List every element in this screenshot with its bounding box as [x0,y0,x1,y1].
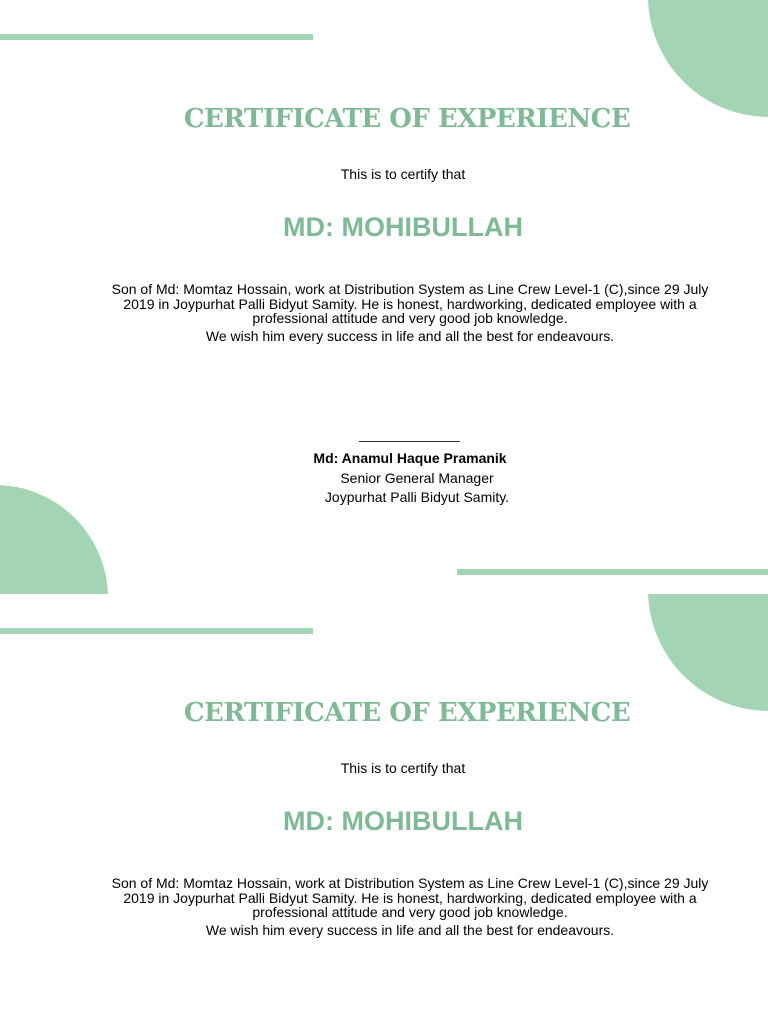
top-decorative-bar [0,628,313,634]
bottom-decorative-bar [457,569,768,575]
certify-line: This is to certify that [340,760,466,776]
wish-line: We wish him every success in life and all the best for endeavours. [205,328,615,344]
signer-name: Md: Anamul Haque Pramanik [313,450,507,466]
recipient-name: MD: MOHIBULLAH [283,806,523,836]
certificate-body: Son of Md: Momtaz Hossain, work at Distribution System as Line Crew Level-1 (C),since 29 July 2019 in Joypurhat Palli Bidyut Samity. He is honest, hardworking, dedicated employee with a professional attitude and very good job knowledge. [111,875,709,920]
signer-organization: Joypurhat Palli Bidyut Samity. [324,489,510,505]
certificate-page-2 [0,594,768,1024]
signer-title: Senior General Manager [340,470,494,486]
certificate-title: CERTIFICATE OF EXPERIENCE [183,698,631,728]
certificate-title: CERTIFICATE OF EXPERIENCE [183,104,631,134]
certificate-body: Son of Md: Momtaz Hossain, work at Distribution System as Line Crew Level-1 (C),since 29 July 2019 in Joypurhat Palli Bidyut Samity. He is honest, hardworking, dedicated employee with a professional attitude and very good job knowledge. [111,281,709,326]
top-decorative-bar [0,34,313,40]
signature-line [359,441,460,442]
top-right-decorative-circle [648,0,768,117]
certify-line: This is to certify that [340,166,466,182]
top-right-decorative-circle [648,594,768,711]
wish-line: We wish him every success in life and all the best for endeavours. [205,922,615,938]
recipient-name: MD: MOHIBULLAH [283,212,523,242]
